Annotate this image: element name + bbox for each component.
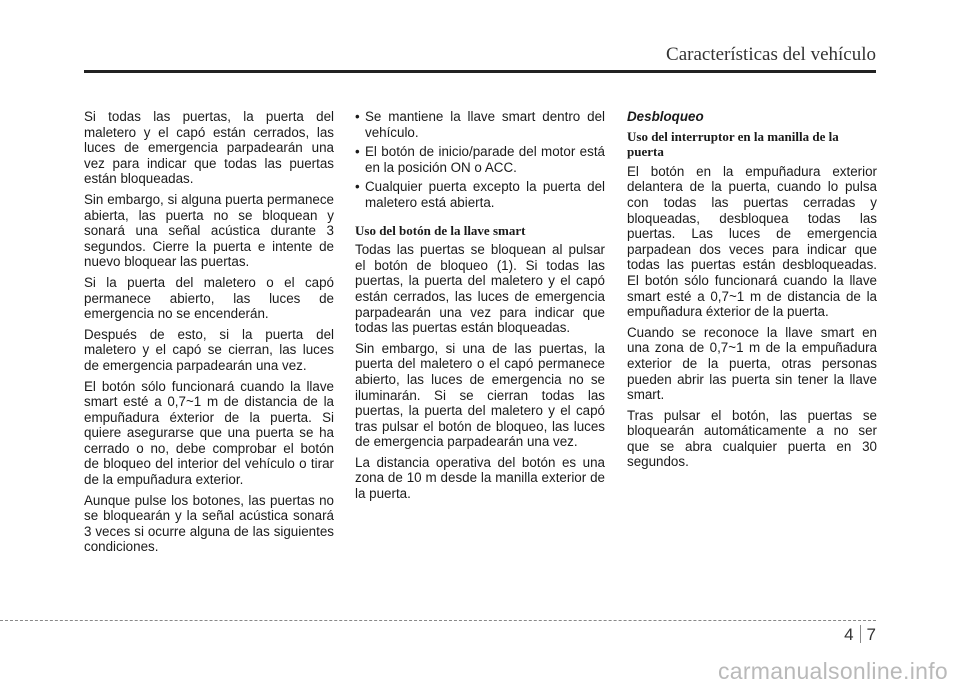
paragraph: Tras pulsar el botón, las puertas se bloquearán automáticamente a no ser que se abra cualquier puerta en 30 segundos.: [627, 407, 877, 470]
paragraph: El botón en la empuñadura exterior delantera de la puerta, cuando lo pulsa con todas las puertas cerradas y bloqueadas, desbloquea todas las puertas. Las luces de emergencia parpadean dos veces para indicar que todas las puertas están desbloqueadas. El botón sólo funcionará cuando la llave smart esté a 0,7~1 m de distancia de la empuñadura éxterior de la puerta.: [627, 163, 877, 320]
column-3: [627, 109, 877, 475]
paragraph: Si todas las puertas, la puerta del maletero y el capó están cerrados, las luces de emergencia parpadearán una vez para indicar que todas las puertas están bloqueadas.: [84, 109, 334, 187]
paragraph: Sin embargo, si una de las puertas, la puerta del maletero o el capó permanece abierto, las luces de emergencia no se iluminarán. Si se cierran todas las puertas, la puerta del maletero y el capó tras pulsar el botón de bloqueo, las luces de emergencia parpadearán una vez.: [355, 340, 605, 450]
column-1: [84, 109, 334, 560]
section-heading: Uso del interruptor en la manilla de la puerta: [627, 128, 839, 160]
paragraph: El botón sólo funcionará cuando la llave smart esté a 0,7~1 m de distancia de la empuñadura éxterior de la puerta. Si quiere asegurarse que una puerta se ha cerrado o no, debe comprobar el botón de bloqueo del interior del vehículo o tirar de la empuñadura exterior.: [84, 378, 334, 488]
footer-rule: [0, 620, 876, 621]
list-item: • Cualquier puerta excepto la puerta del maletero está abierta.: [355, 179, 605, 210]
page-number: [844, 625, 876, 645]
paragraph: La distancia operativa del botón es una zona de 10 m desde la manilla exterior de la puerta.: [355, 454, 605, 502]
page-divider: [860, 625, 861, 643]
watermark: carmanualsonline.info: [717, 658, 948, 684]
condition-list: [355, 109, 605, 211]
paragraph: Todas las puertas se bloquean al pulsar el botón de bloqueo (1). Si todas las puertas, la puerta del maletero y el capó están cerrados, las luces de emergencia parpadearán una vez para indicar que todas las puertas están bloqueadas.: [355, 242, 605, 336]
subsection-heading: Desbloqueo: [627, 109, 704, 124]
column-2: [355, 109, 605, 507]
section-title: Características del vehículo: [666, 44, 876, 65]
chapter-number: 4: [844, 625, 854, 644]
list-item: • Se mantiene la llave smart dentro del vehículo.: [355, 109, 605, 140]
paragraph: Si la puerta del maletero o el capó permanece abierto, las luces de emergencia no se encenderán.: [84, 274, 334, 322]
paragraph: Después de esto, si la puerta del maletero y el capó se cierran, las luces de emergencia parpadearán una vez.: [84, 326, 334, 373]
header-rule: [84, 70, 876, 73]
page-number-value: 7: [866, 625, 876, 644]
paragraph: Cuando se reconoce la llave smart en una zona de 0,7~1 m de la empuñadura exterior de la puerta, otras personas pueden abrir las puerta sin tener la llave smart.: [627, 324, 877, 403]
paragraph: Sin embargo, si alguna puerta permanece abierta, las puerta no se bloquean y sonará una señal acústica durante 3 segundos. Cierre la puerta e intente de nuevo bloquear las puertas.: [84, 191, 334, 270]
section-heading: Uso del botón de la llave smart: [355, 222, 526, 238]
list-item: • El botón de inicio/parade del motor está en la posición ON o ACC.: [355, 144, 605, 175]
paragraph: Aunque pulse los botones, las puertas no se bloquearán y la señal acústica sonará 3 veces si ocurre alguna de las siguientes condiciones.: [84, 492, 334, 555]
